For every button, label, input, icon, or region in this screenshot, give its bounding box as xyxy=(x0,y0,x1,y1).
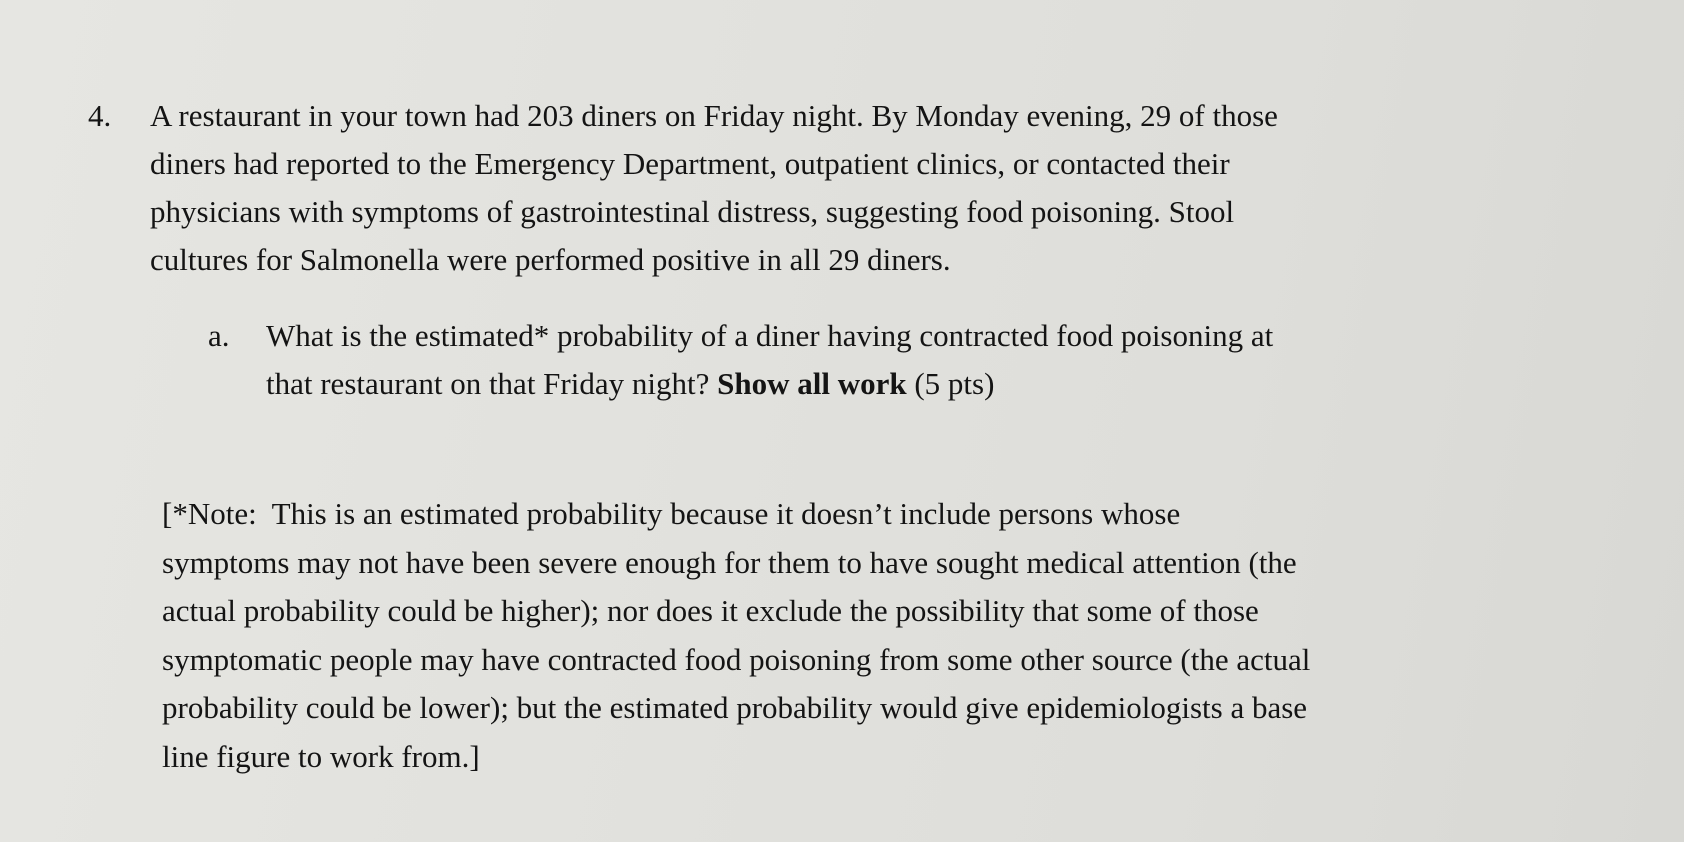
subquestion-line2-start: that restaurant on that Friday night? xyxy=(266,366,710,401)
note-line: symptoms may not have been severe enough for them to have sought medical attention (the xyxy=(162,544,1297,580)
subquestion-line xyxy=(266,360,1496,408)
note-paragraph xyxy=(162,490,1582,781)
note-line: [*Note: This is an estimated probability because it doesn’t include persons whose xyxy=(162,496,1181,531)
question-line: cultures for Salmonella were performed positive in all 29 diners. xyxy=(150,242,951,277)
note-line: line figure to work from.] xyxy=(162,738,480,774)
question-number: 4. xyxy=(88,98,112,133)
points-label: (5 pts) xyxy=(914,366,995,401)
question-line: diners had reported to the Emergency Department, outpatient clinics, or contacted their xyxy=(150,146,1230,181)
note-line: symptomatic people may have contracted food poisoning from some other source (the actual xyxy=(162,641,1311,677)
note-line: probability could be lower); but the estimated probability would give epidemiologists a base xyxy=(162,690,1308,725)
question-text xyxy=(150,92,1560,284)
note-line: actual probability could be higher); nor does it exclude the possibility that some of those xyxy=(162,593,1259,628)
subquestion-letter: a. xyxy=(208,318,230,353)
question-line: physicians with symptoms of gastrointestinal distress, suggesting food poisoning. Stool xyxy=(150,194,1235,229)
subquestion-text xyxy=(266,312,1496,408)
question-line: A restaurant in your town had 203 diners on Friday night. By Monday evening, 29 of those xyxy=(150,98,1278,133)
show-all-work-instruction: Show all work xyxy=(717,366,907,401)
subquestion-line: What is the estimated* probability of a diner having contracted food poisoning at xyxy=(266,318,1274,353)
